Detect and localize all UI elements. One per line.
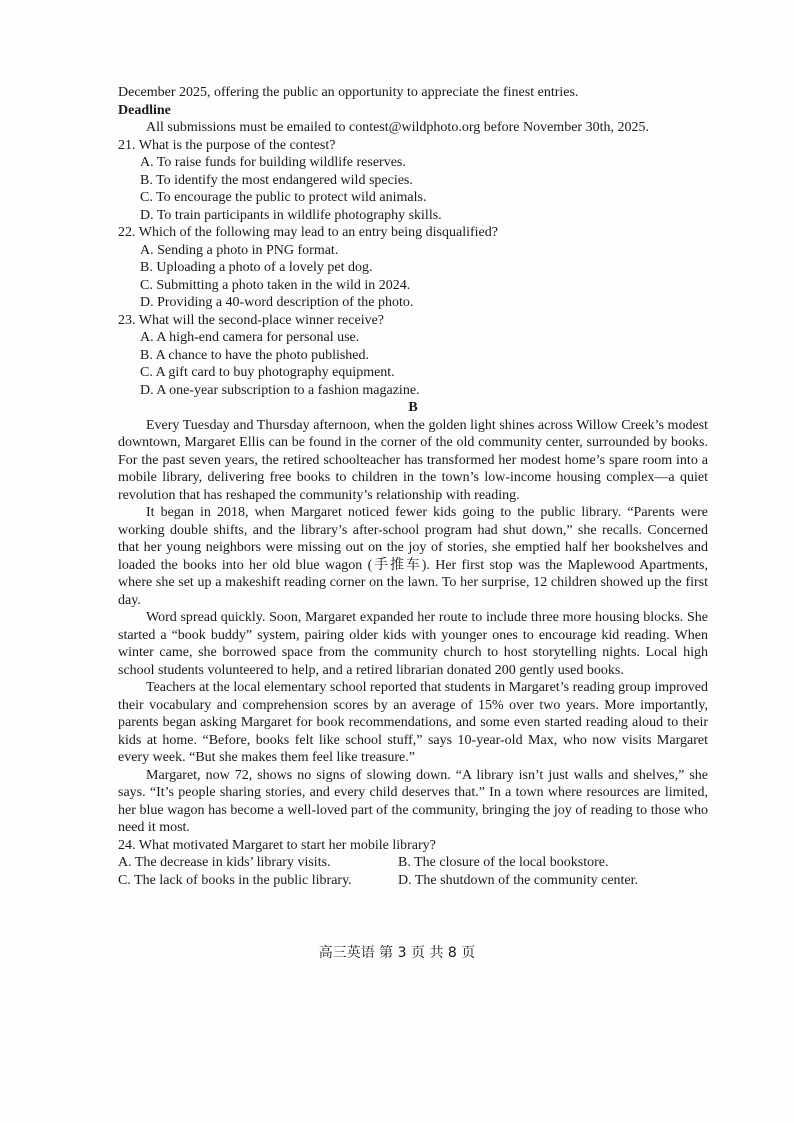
section-b-heading: B <box>408 400 418 415</box>
deadline-text: All submissions must be emailed to contest@wildphoto.org before November 30th, 2025. <box>146 120 649 135</box>
option-c: C. To encourage the public to protect wild animals. <box>140 190 427 205</box>
passage-paragraph: Teachers at the local elementary school reported that students in Margaret’s reading group improved their vocabulary and comprehension scores by an average of 15% over two years. More importantly, parents began asking Margaret for book recommendations, and some even started reading aloud to their kids at home. “Before, books felt like school stuff,” says 10-year-old Max, who now visits Margaret every week. “But she makes them feel like treasure.” <box>118 680 708 765</box>
question-stem: 21. What is the purpose of the contest? <box>118 137 336 153</box>
option-a: A. To raise funds for building wildlife reserves. <box>140 155 406 170</box>
option-a: A. Sending a photo in PNG format. <box>140 242 339 258</box>
deadline-heading: Deadline <box>118 102 171 118</box>
passage-paragraph: Every Tuesday and Thursday afternoon, when the golden light shines across Willow Creek’s modest downtown, Margaret Ellis can be found in the corner of the old community center, surrounded by books. For the past seven years, the retired schoolteacher has transformed her modest home’s spare room into a mobile library, delivering free books to children in the town’s low-income housing complex—a quiet revolution that has reshaped the community’s relationship with reading. <box>118 417 708 503</box>
passage-paragraph: Margaret, now 72, shows no signs of slowing down. “A library isn’t just walls and shelves,” she says. “It’s people sharing stories, and every child deserves that.” In a town where resources are limited, her blue wagon has become a well-loved part of the community, bringing the joy of reading to those who need it most. <box>118 767 708 835</box>
intro-line: December 2025, offering the public an opportunity to appreciate the finest entries. <box>118 85 579 100</box>
option-d: D. A one-year subscription to a fashion magazine. <box>140 382 420 398</box>
option-b: B. To identify the most endangered wild species. <box>140 172 413 188</box>
passage-paragraph: Word spread quickly. Soon, Margaret expanded her route to include three more housing blocks. She started a “book buddy” system, pairing older kids with younger ones to encourage kid reading. When winter came, she borrowed space from the community church to host storytelling nights. Local high school students volunteered to help, and a retired librarian donated 200 gently used books. <box>118 610 708 678</box>
option-c: C. A gift card to buy photography equipment. <box>140 365 395 380</box>
question-23 <box>118 312 708 400</box>
question-stem: 23. What will the second-place winner receive? <box>118 312 385 328</box>
question-stem: 22. Which of the following may lead to an entry being disqualified? <box>118 225 498 240</box>
option-d: D. The shutdown of the community center. <box>398 872 639 888</box>
exam-page <box>118 84 708 889</box>
page-footer: 高三英语 第 3 页 共 8 页 <box>318 945 476 961</box>
option-b: B. A chance to have the photo published. <box>140 347 370 363</box>
option-d: D. Providing a 40-word description of the photo. <box>140 295 414 310</box>
question-22 <box>118 224 708 312</box>
option-a: A. The decrease in kids’ library visits. <box>118 855 331 870</box>
option-c: C. Submitting a photo taken in the wild in 2024. <box>140 277 411 293</box>
option-a: A. A high-end camera for personal use. <box>140 330 360 345</box>
option-b: B. The closure of the local bookstore. <box>398 855 609 870</box>
option-d: D. To train participants in wildlife photography skills. <box>140 207 442 223</box>
question-24 <box>118 837 708 890</box>
option-c: C. The lack of books in the public library. <box>118 872 352 888</box>
question-21 <box>118 137 708 225</box>
passage-paragraph: It began in 2018, when Margaret noticed fewer kids going to the public library. “Parents were working double shifts, and the library’s after-school program had shut down,” she recalls. Concerned that her young neighbors were missing out on the joy of stories, she emptied half her bookshelves and loaded the books into her old blue wagon (手推车). Her first stop was the Maplewood Apartments, where she set up a makeshift reading corner on the lawn. To her surprise, 12 children showed up the first day. <box>118 505 708 608</box>
question-stem: 24. What motivated Margaret to start her mobile library? <box>118 837 436 853</box>
option-b: B. Uploading a photo of a lovely pet dog. <box>140 260 373 275</box>
